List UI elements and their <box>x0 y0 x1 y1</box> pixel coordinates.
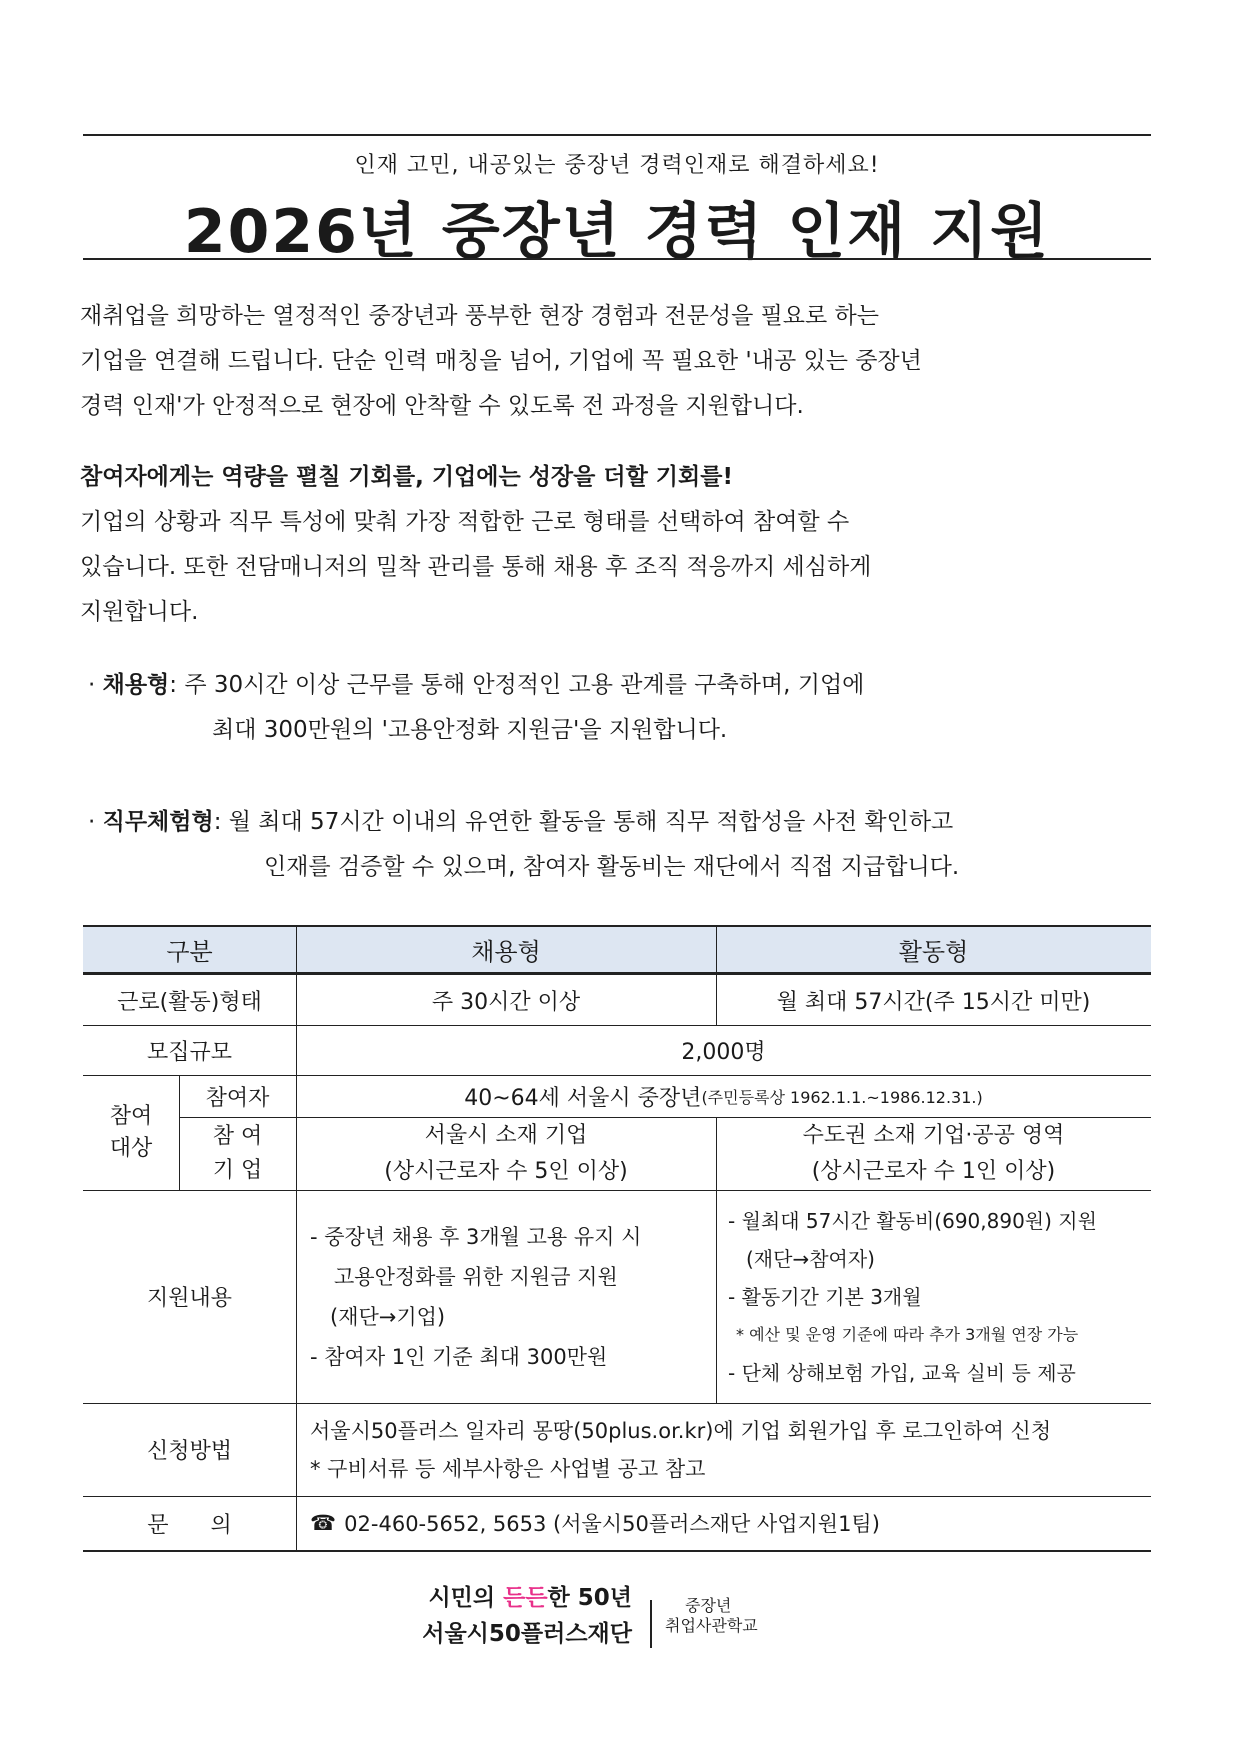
table-col-rule <box>716 1117 717 1403</box>
row-label-apply: 신청방법 <box>146 1439 232 1464</box>
support-hire <box>296 1190 716 1403</box>
highlight-heading: 참여자에게는 역량을 펼칠 기회를, 기업에는 성장을 더할 기회를! <box>80 464 733 490</box>
school-logo <box>665 1596 758 1636</box>
bullet-job-experience-type <box>88 800 959 890</box>
highlight-line: 기업의 상황과 직무 특성에 맞춰 가장 적합한 근로 형태를 선택하여 참여할 수 <box>80 509 850 535</box>
school-line: 중장년 <box>685 1596 732 1615</box>
foundation-logo <box>422 1580 632 1652</box>
target-company-label <box>179 1117 296 1190</box>
table-rule <box>83 1190 1151 1191</box>
table-rule <box>83 925 1151 927</box>
intro-line: 기업을 연결해 드립니다. 단순 인력 매칭을 넘어, 기업에 꼭 필요한 '내공 있는 중장년 <box>80 348 922 374</box>
bullet-text-cont: 인재를 검증할 수 있으며, 참여자 활동비는 재단에서 직접 지급합니다. <box>264 854 960 880</box>
support-activity-line: - 단체 상해보험 가입, 교육 실비 등 제공 <box>728 1360 1076 1385</box>
bullet-text: : 월 최대 57시간 이내의 유연한 활동을 통해 직무 적합성을 사전 확인하고 <box>213 809 954 835</box>
table-rule <box>83 1550 1151 1552</box>
company-activity-line: (상시근로자 수 1인 이상) <box>811 1158 1056 1184</box>
bullet-hire-type <box>88 663 864 753</box>
support-hire-line: 고용안정화를 위한 지원금 지원 <box>334 1264 618 1289</box>
row-label-scale: 모집규모 <box>146 1039 232 1065</box>
table-col-rule <box>179 1075 180 1190</box>
support-activity <box>716 1190 1151 1403</box>
table-col-rule <box>296 925 297 1552</box>
table-rule <box>83 1075 1151 1076</box>
slogan-accent: 든든 <box>503 1585 548 1611</box>
phone-icon: ☎ <box>310 1511 337 1535</box>
top-rule <box>83 134 1151 136</box>
support-activity-line: - 월최대 57시간 활동비(690,890원) 지원 <box>728 1208 1097 1233</box>
row-label-target: 참여 대상 <box>109 1103 153 1161</box>
apply-note: * 구비서류 등 세부사항은 사업별 공고 참고 <box>310 1456 706 1481</box>
program-table <box>83 925 1151 1552</box>
target-company-activity <box>716 1117 1151 1190</box>
slogan-part: 한 50년 <box>547 1585 632 1611</box>
slogan <box>422 1580 632 1616</box>
support-hire-line: - 참여자 1인 기준 최대 300만원 <box>310 1344 608 1369</box>
highlight-line: 지원합니다. <box>80 599 199 625</box>
title-bottom-rule <box>83 258 1151 260</box>
support-hire-line: (재단→기업) <box>330 1304 446 1329</box>
subtitle: 인재 고민, 내공있는 중장년 경력인재로 해결하세요! <box>354 153 880 178</box>
company-activity-line: 수도권 소재 기업·공공 영역 <box>802 1122 1065 1148</box>
school-line: 취업사관학교 <box>665 1616 758 1635</box>
company-hire-line: 서울시 소재 기업 <box>424 1122 588 1148</box>
intro-line: 재취업을 희망하는 열정적인 중장년과 풍부한 현장 경험과 전문성을 필요로 하는 <box>80 303 879 329</box>
bullet-marker: · <box>88 809 96 835</box>
target-participant-label: 참여자 <box>205 1085 270 1111</box>
apply-content <box>296 1403 1151 1496</box>
contact-value: 02-460-5652, 5653 (서울시50플러스재단 사업지원1팀) <box>344 1512 880 1536</box>
support-hire-line: - 중장년 채용 후 3개월 고용 유지 시 <box>310 1224 642 1249</box>
org-name: 서울시50플러스재단 <box>422 1621 632 1647</box>
table-rule <box>83 1025 1151 1026</box>
table-col-rule <box>716 925 717 1025</box>
logo-divider <box>650 1600 652 1648</box>
company-hire-line: (상시근로자 수 5인 이상) <box>384 1158 628 1184</box>
row-label-contact: 문 의 <box>147 1512 232 1538</box>
highlight-paragraph <box>80 455 1155 635</box>
table-header-hire: 채용형 <box>296 925 716 973</box>
page-title: 2026년 중장년 경력 인재 지원 <box>183 197 1051 267</box>
bullet-marker: · <box>88 672 96 698</box>
support-activity-line: - 활동기간 기본 3개월 <box>728 1284 922 1309</box>
bullet-label: 채용형 <box>102 672 170 698</box>
table-rule <box>83 972 1151 975</box>
support-activity-note: * 예산 및 운영 기준에 따라 추가 3개월 연장 가능 <box>736 1324 1079 1344</box>
work-type-hire: 주 30시간 이상 <box>431 989 581 1015</box>
bullet-text: : 주 30시간 이상 근무를 통해 안정적인 고용 관계를 구축하며, 기업에 <box>169 672 865 698</box>
intro-line: 경력 인재'가 안정적으로 현장에 안착할 수 있도록 전 과정을 지원합니다. <box>80 393 804 419</box>
highlight-line: 있습니다. 또한 전담매니저의 밀착 관리를 통해 채용 후 조직 적응까지 세심하게 <box>80 554 872 580</box>
intro-paragraph <box>80 294 1155 429</box>
table-rule <box>83 1496 1151 1497</box>
company-label-line: 참 여 <box>212 1123 263 1149</box>
bullet-label: 직무체험형 <box>102 809 214 835</box>
table-header-activity: 활동형 <box>716 925 1151 973</box>
participant-main: 40~64세 서울시 중장년 <box>464 1085 702 1111</box>
bullet-text-cont: 최대 300만원의 '고용안정화 지원금'을 지원합니다. <box>212 717 728 743</box>
apply-line: 서울시50플러스 일자리 몽땅(50plus.or.kr)에 기업 회원가입 후 로그인하여 신청 <box>310 1418 1052 1443</box>
target-participant-value <box>296 1075 1151 1117</box>
scale-value: 2,000명 <box>681 1039 766 1065</box>
row-label-support: 지원내용 <box>146 1286 232 1311</box>
target-company-hire <box>296 1117 716 1190</box>
contact-content <box>296 1496 1151 1550</box>
support-activity-line: (재단→참여자) <box>746 1246 875 1271</box>
table-rule <box>83 1403 1151 1404</box>
company-label-line: 기 업 <box>212 1157 263 1183</box>
slogan-part: 시민의 <box>428 1585 504 1611</box>
row-label-work-type: 근로(활동)형태 <box>117 989 262 1015</box>
table-header-category: 구분 <box>83 925 296 973</box>
participant-note: (주민등록상 1962.1.1.~1986.12.31.) <box>701 1087 983 1107</box>
table-rule <box>179 1117 1151 1118</box>
work-type-activity: 월 최대 57시간(주 15시간 미만) <box>776 989 1091 1015</box>
